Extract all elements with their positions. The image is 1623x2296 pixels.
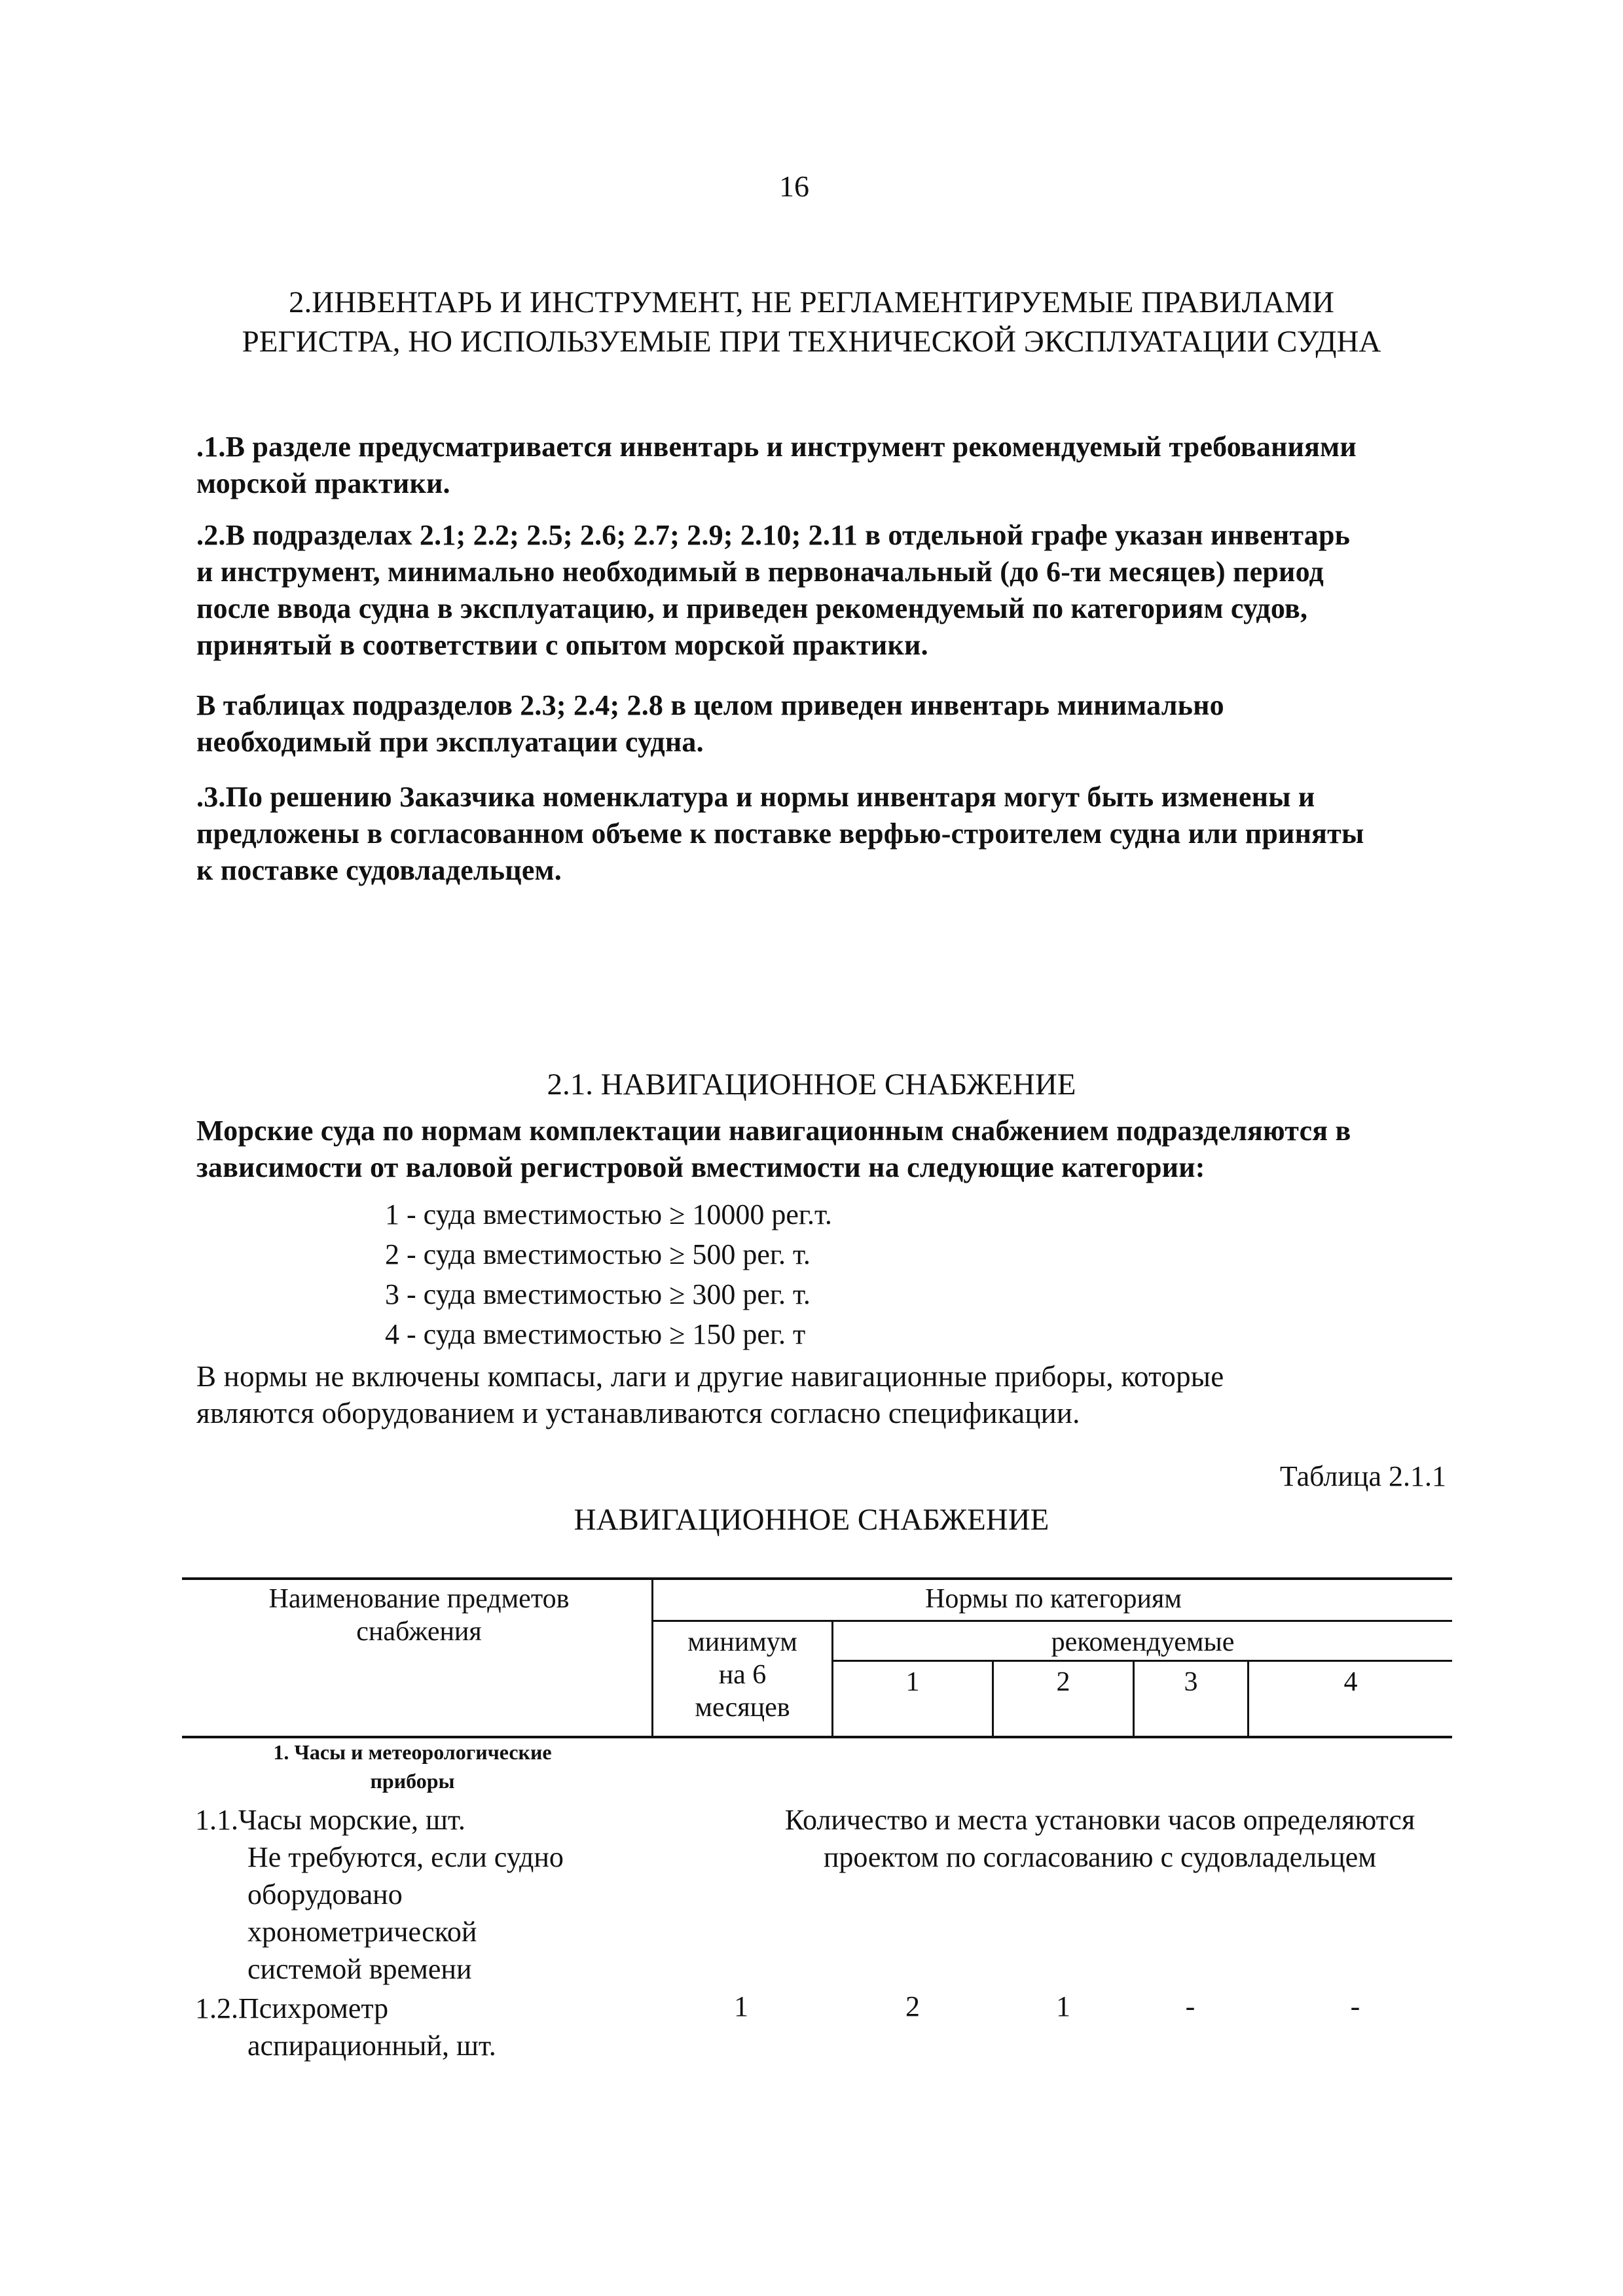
table-cell-cat1: 2 [905, 1990, 920, 2022]
paragraph-line: к поставке судовладельцем. [196, 854, 562, 886]
paragraph-line: зависимости от валовой регистровой вместимости на следующие категории: [196, 1151, 1205, 1183]
table-group-title [183, 1738, 642, 1795]
row-label-line: системой времени [247, 1953, 472, 1985]
row-label-line: Не требуются, если судно [247, 1841, 564, 1873]
table-row-label [195, 1990, 496, 2064]
table-header-minimum [653, 1626, 831, 1724]
paragraph-2 [196, 517, 1440, 664]
section-outro [196, 1358, 1440, 1431]
header-line: снабжения [356, 1617, 482, 1647]
category-item: 3 - суда вместимостью ≥ 300 рег. т. [385, 1278, 811, 1310]
table-header-cat3: 3 [1184, 1667, 1198, 1697]
paragraph-line: предложены в согласованном объеме к поставке верфью-строителем судна или приняты [196, 817, 1364, 850]
table-header-recommended: рекомендуемые [1051, 1627, 1235, 1657]
paragraph-line: принятый в соответствии с опытом морской практики. [196, 629, 928, 661]
header-line: на 6 [718, 1660, 767, 1690]
main-title-line: РЕГИСТРА, НО ИСПОЛЬЗУЕМЫЕ ПРИ ТЕХНИЧЕСКОЙ ЭКСПЛУАТАЦИИ СУДНА [242, 325, 1381, 359]
paragraph-line: морской практики. [196, 467, 450, 499]
paragraph-1 [196, 429, 1440, 502]
header-line: Наименование предметов [268, 1584, 570, 1614]
row-label-line: аспирационный, шт. [247, 2030, 496, 2062]
category-item: 2 - суда вместимостью ≥ 500 рег. т. [385, 1238, 811, 1270]
note-line: проектом по согласованию с судовладельцем [823, 1841, 1377, 1873]
note-line: Количество и места установки часов определяются [784, 1804, 1415, 1836]
paragraph-3 [196, 687, 1440, 761]
section-intro [196, 1113, 1440, 1186]
table-top-rule [182, 1577, 1452, 1580]
table-cell-minimum: 1 [734, 1990, 748, 2022]
paragraph-line: В нормы не включены компасы, лаги и другие навигационные приборы, которые [196, 1360, 1224, 1393]
table-header-cat2: 2 [1056, 1667, 1070, 1697]
section-title: 2.1. НАВИГАЦИОННОЕ СНАБЖЕНИЕ [547, 1067, 1076, 1102]
table-cell-cat2: 1 [1056, 1990, 1070, 2022]
page-number: 16 [779, 170, 809, 203]
header-line: месяцев [695, 1693, 790, 1723]
group-line: 1. Часы и метеорологические [273, 1740, 552, 1764]
paragraph-line: и инструмент, минимально необходимый в первоначальный (до 6-ти месяцев) период [196, 556, 1324, 588]
paragraph-line: Морские суда по нормам комплектации навигационным снабжением подразделяются в [196, 1115, 1351, 1147]
table-row-label [195, 1801, 564, 1988]
row-label-line: 1.2.Психрометр [195, 1992, 389, 2024]
header-line: минимум [687, 1627, 797, 1657]
paragraph-line: В таблицах подразделов 2.3; 2.4; 2.8 в целом приведен инвентарь минимально [196, 689, 1224, 721]
paragraph-line: являются оборудованием и устанавливаются согласно спецификации. [196, 1397, 1080, 1429]
paragraph-line: .1.В разделе предусматривается инвентарь и инструмент рекомендуемый требованиями [196, 431, 1357, 463]
paragraph-line: необходимый при эксплуатации судна. [196, 726, 704, 758]
row-label-line: оборудовано [247, 1878, 403, 1910]
table-cell-cat4: - [1350, 1990, 1360, 2022]
category-item: 4 - суда вместимостью ≥ 150 рег. т [385, 1318, 806, 1350]
paragraph-4 [196, 779, 1440, 889]
table-cell-cat3: - [1185, 1990, 1195, 2022]
table-header-cat4: 4 [1343, 1667, 1358, 1697]
table-header-name [196, 1583, 642, 1648]
table-header-rule [651, 1620, 1452, 1622]
row-label-line: хронометрической [247, 1916, 477, 1948]
category-item: 1 - суда вместимостью ≥ 10000 рег.т. [385, 1198, 832, 1230]
paragraph-line: .2.В подразделах 2.1; 2.2; 2.5; 2.6; 2.7; 2.9; 2.10; 2.11 в отдельной графе указан инвентарь [196, 519, 1351, 551]
table-row-note [661, 1801, 1539, 1876]
main-title-line: 2.ИНВЕНТАРЬ И ИНСТРУМЕНТ, НЕ РЕГЛАМЕНТИРУЕМЫЕ ПРАВИЛАМИ [289, 285, 1334, 319]
table-header-norms: Нормы по категориям [925, 1584, 1182, 1614]
category-list [385, 1194, 832, 1354]
table-header-cat1: 1 [905, 1667, 920, 1697]
table-header-rule [831, 1660, 1452, 1662]
table-title: НАВИГАЦИОННОЕ СНАБЖЕНИЕ [574, 1503, 1049, 1537]
table-caption: Таблица 2.1.1 [1279, 1460, 1446, 1492]
paragraph-line: .3.По решению Заказчика номенклатура и нормы инвентаря могут быть изменены и [196, 781, 1315, 813]
main-title [0, 283, 1623, 361]
paragraph-line: после ввода судна в эксплуатацию, и приведен рекомендуемый по категориям судов, [196, 592, 1308, 624]
group-line: приборы [370, 1769, 455, 1793]
row-label-line: 1.1.Часы морские, шт. [195, 1804, 465, 1836]
